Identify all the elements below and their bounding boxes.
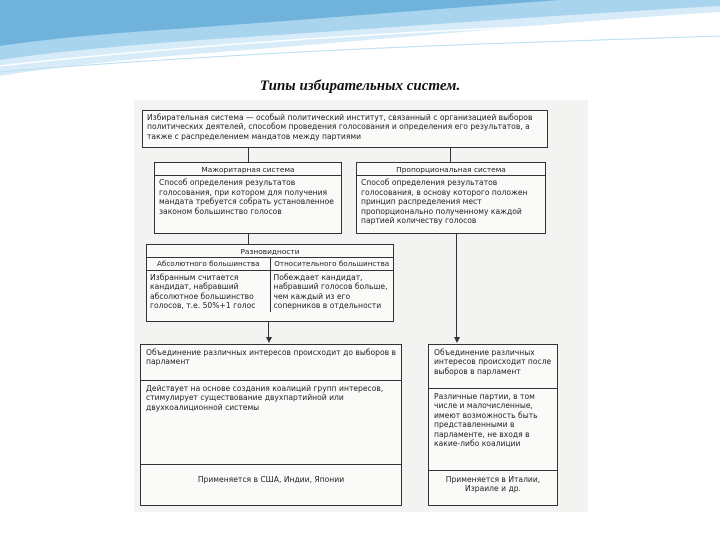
proportional-heading: Пропорциональная система: [357, 163, 545, 176]
connector-def-left: [248, 148, 249, 162]
page-title: Типы избирательных систем.: [259, 78, 461, 94]
majoritarian-applied: Применяется в США, Индии, Японии: [197, 475, 345, 484]
varieties-box: [146, 244, 394, 322]
definition-box: [142, 110, 548, 148]
absolute-majority-text: Избранным считается кандидат, набравший абсолютное большинство голосов, т.е. 50%+1 голос: [147, 271, 271, 313]
absolute-majority-label: Абсолютного большинства: [147, 258, 271, 269]
arrow-left-head: [266, 337, 272, 343]
proportional-text: Способ определения результатов голосования, в основу которого положен принцип распределения мест пропорционально полученному каждой партией количеству голосов: [361, 178, 528, 226]
proportional-applied: Применяется в Италии, Израиле и др.: [445, 475, 541, 494]
proportional-interests: Объединение различных интересов происходит после выборов в парламент: [429, 345, 557, 389]
arrow-left-shaft: [268, 322, 269, 338]
arrow-right-head: [454, 337, 460, 343]
majoritarian-effect: Действует на основе создания коалиций групп интересов, стимулирует существование двухпартийной или двухкоалиционной системы: [141, 381, 401, 465]
relative-majority-label: Относительного большинства: [274, 259, 390, 269]
majoritarian-outcome-box: [140, 344, 402, 506]
majoritarian-system-box: [154, 162, 342, 234]
connector-def-right: [450, 148, 451, 162]
header-wave-decoration: [0, 0, 720, 90]
definition-text: Избирательная система — особый политический институт, связанный с организацией выборов политических деятелей, способом проведения голосования и определения его результатов, а также с распределением мандатов между партиями: [147, 113, 533, 141]
connector-maj-varieties: [248, 234, 249, 244]
proportional-system-box: [356, 162, 546, 234]
relative-majority-text: Побеждает кандидат, набравший голосов больше, чем каждый из его соперников в отдельности: [273, 272, 388, 311]
majoritarian-interests: Объединение различных интересов происходит до выборов в парламент: [141, 345, 401, 381]
majoritarian-heading: Мажоритарная система: [155, 163, 341, 176]
proportional-outcome-box: [428, 344, 558, 506]
majoritarian-text: Способ определения результатов голосования, при котором для получения мандата требуется собрать установленное законом большинство голосов: [159, 178, 334, 216]
proportional-effect: Различные партии, в том числе и малочисленные, имеют возможность быть представленными в парламенте, не входя в какие-либо коалиции: [429, 389, 557, 471]
varieties-heading: Разновидности: [147, 245, 393, 258]
arrow-right-shaft: [456, 234, 457, 338]
